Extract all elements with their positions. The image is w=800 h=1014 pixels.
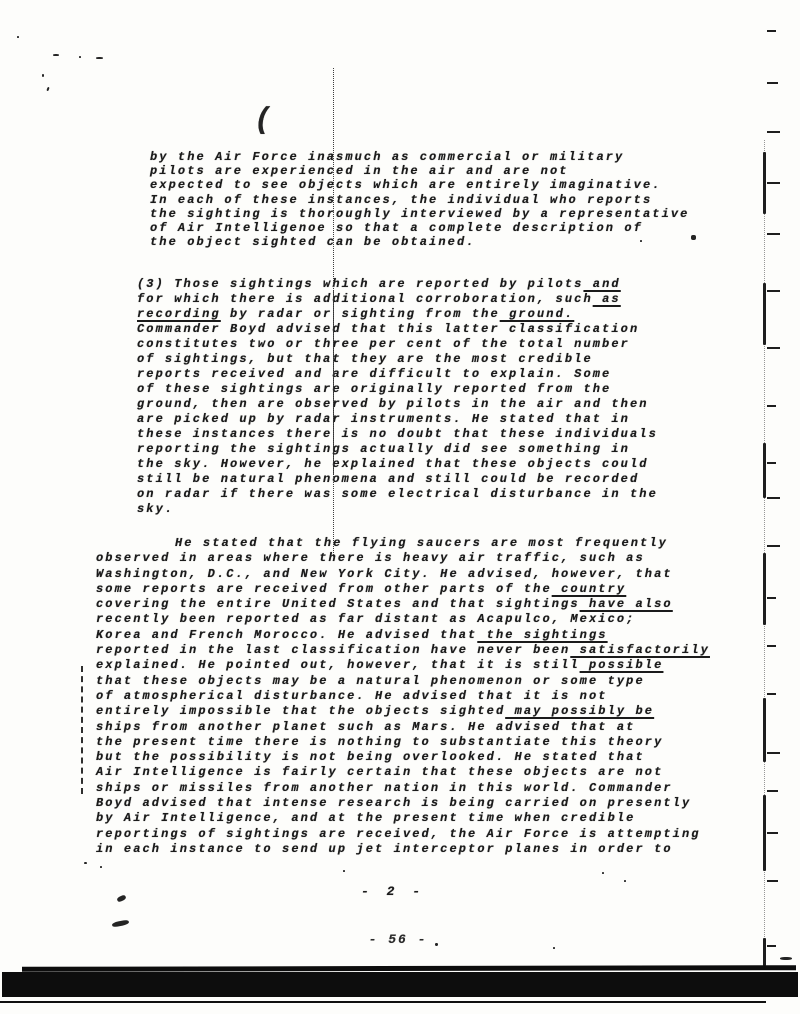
text-line: Korea and French Morocco. He advised that the sightings <box>96 627 608 642</box>
scan-speck <box>640 240 642 242</box>
scan-speck <box>46 87 49 91</box>
scan-edge-tick <box>767 82 778 84</box>
text-line: ground, then are observed by pilots in the air and then <box>137 397 649 411</box>
scan-speck <box>112 919 130 927</box>
scan-speck <box>553 947 555 949</box>
text-line: the sighting is thoroughly interviewed by a representative <box>150 206 690 221</box>
page-edge-segment <box>763 698 766 762</box>
text-line: the object sighted can be obtained. <box>150 235 476 250</box>
page-edge-dotted-line <box>764 140 765 965</box>
document-paragraph <box>96 536 710 857</box>
document-paragraph <box>137 277 658 517</box>
scan-speck <box>84 862 87 864</box>
text-line: Washington, D.C., and New York City. He advised, however, that <box>96 566 673 581</box>
text-line: Boyd advised that intense research is being carried on presently <box>96 796 692 811</box>
text-line: He stated that the flying saucers are most frequently <box>175 536 668 550</box>
scan-edge-tick <box>767 945 776 947</box>
text-line: observed in areas where there is heavy air traffic, such as <box>96 551 645 566</box>
torn-paper-noise-band <box>2 971 798 999</box>
text-line: expected to see objects which are entirely imaginative. <box>150 178 662 193</box>
scan-edge-tick <box>767 597 776 599</box>
left-margin-scan-line <box>81 666 83 794</box>
scan-speck <box>17 36 19 38</box>
text-line: In each of these instances, the individual who reports <box>150 192 653 207</box>
text-line: reporting the sightings actually did see something in <box>137 442 630 456</box>
scan-speck <box>116 894 126 902</box>
scan-speck <box>435 943 438 946</box>
scan-edge-tick <box>767 790 778 792</box>
scan-edge-tick <box>767 752 780 754</box>
scan-edge-tick <box>767 347 780 349</box>
text-line: ships or missiles from another nation in this world. Commander <box>96 780 673 795</box>
text-line: Air Intelligence is fairly certain that these objects are not <box>96 765 664 780</box>
scan-edge-tick <box>767 880 778 882</box>
bottom-scan-line-thin <box>0 1001 766 1003</box>
scan-edge-tick <box>767 462 776 464</box>
scan-edge-tick <box>767 131 780 133</box>
text-line: some reports are received from other parts of the country <box>96 581 627 596</box>
text-line: reportings of sightings are received, the Air Force is attempting <box>96 826 701 841</box>
text-line: are picked up by radar instruments. He stated that in <box>137 412 630 426</box>
scan-speck <box>343 870 345 872</box>
text-line: that these objects may be a natural phenomenon or some type <box>96 673 645 688</box>
scan-speck <box>624 880 626 882</box>
scan-edge-tick <box>767 290 780 292</box>
scan-edge-tick <box>767 30 776 32</box>
text-line: reports received and are difficult to explain. Some <box>137 367 612 381</box>
page-edge-segment <box>763 283 766 345</box>
text-line: pilots are experienced in the air and are not <box>150 164 569 179</box>
page-edge-segment <box>763 443 766 498</box>
text-line: of sightings, but that they are the most credible <box>137 352 593 366</box>
text-line: of these sightings are originally reported from the <box>137 382 612 396</box>
text-line: but the possibility is not being overlooked. He stated that <box>96 750 645 765</box>
text-line: reported in the last classification have never been satisfactorily <box>96 643 710 658</box>
scan-edge-tick <box>767 693 776 695</box>
text-line: sky. <box>137 502 175 516</box>
text-line: for which there is additional corroboration, such as <box>137 292 621 306</box>
scan-speck <box>691 235 696 240</box>
document-paragraph <box>150 150 689 249</box>
text-line: recording by radar or sighting from the ground. <box>137 307 575 321</box>
text-line: constitutes two or three per cent of the total number <box>137 337 630 351</box>
text-line: entirely impossible that the objects sighted may possibly be <box>96 704 655 719</box>
text-line: of Air Intelligenoe so that a complete description of <box>150 221 643 236</box>
scan-edge-tick <box>767 405 776 407</box>
text-line: (3) Those sightings which are reported by pilots and <box>137 277 621 291</box>
scan-edge-tick <box>767 497 780 499</box>
scan-speck <box>42 74 44 77</box>
text-line: explained. He pointed out, however, that it is still possible <box>96 658 664 673</box>
text-line: still be natural phenomena and still could be recorded <box>137 472 640 486</box>
scan-speck <box>79 56 81 58</box>
text-line: recently been reported as far distant as Acapulco, Mexico; <box>96 612 636 627</box>
text-line: covering the entire United States and that sightings have also <box>96 597 673 612</box>
scan-edge-tick <box>767 645 776 647</box>
text-line: the sky. However, he explained that these objects could <box>137 457 649 471</box>
scan-speck <box>96 57 103 59</box>
text-line: by Air Intelligence, and at the present time when credible <box>96 811 636 826</box>
scan-speck <box>100 866 102 868</box>
bottom-folio-number: - 56 - <box>368 932 428 947</box>
scan-edge-tick <box>767 545 780 547</box>
text-line: Commander Boyd advised that this latter classification <box>137 322 640 336</box>
page-edge-segment <box>763 553 766 625</box>
scan-speck <box>53 54 59 56</box>
scan-mark-paren: ( <box>254 104 273 138</box>
page-edge-segment <box>763 795 766 871</box>
scan-edge-tick <box>767 832 778 834</box>
page-edge-segment <box>763 938 766 966</box>
fold-line-vertical-solid <box>333 290 334 475</box>
text-line: in each instance to send up jet interceptor planes in order to <box>96 841 673 856</box>
scan-edge-tick <box>767 233 780 235</box>
scan-speck <box>602 872 604 874</box>
scan-edge-tick <box>767 182 780 184</box>
text-line: by the Air Force inasmuch as commercial or military <box>150 150 625 164</box>
text-line: on radar if there was some electrical disturbance in the <box>137 487 658 501</box>
scan-speck <box>780 957 792 960</box>
text-line: ships from another planet such as Mars. He advised that at <box>96 719 636 734</box>
text-line: of atmospherical disturbance. He advised that it is not <box>96 688 608 703</box>
page-number: - 2 - <box>360 884 425 899</box>
page-edge-segment <box>763 152 766 214</box>
text-line: the present time there is nothing to substantiate this theory <box>96 734 664 749</box>
text-line: these instances there is no doubt that these individuals <box>137 427 658 441</box>
